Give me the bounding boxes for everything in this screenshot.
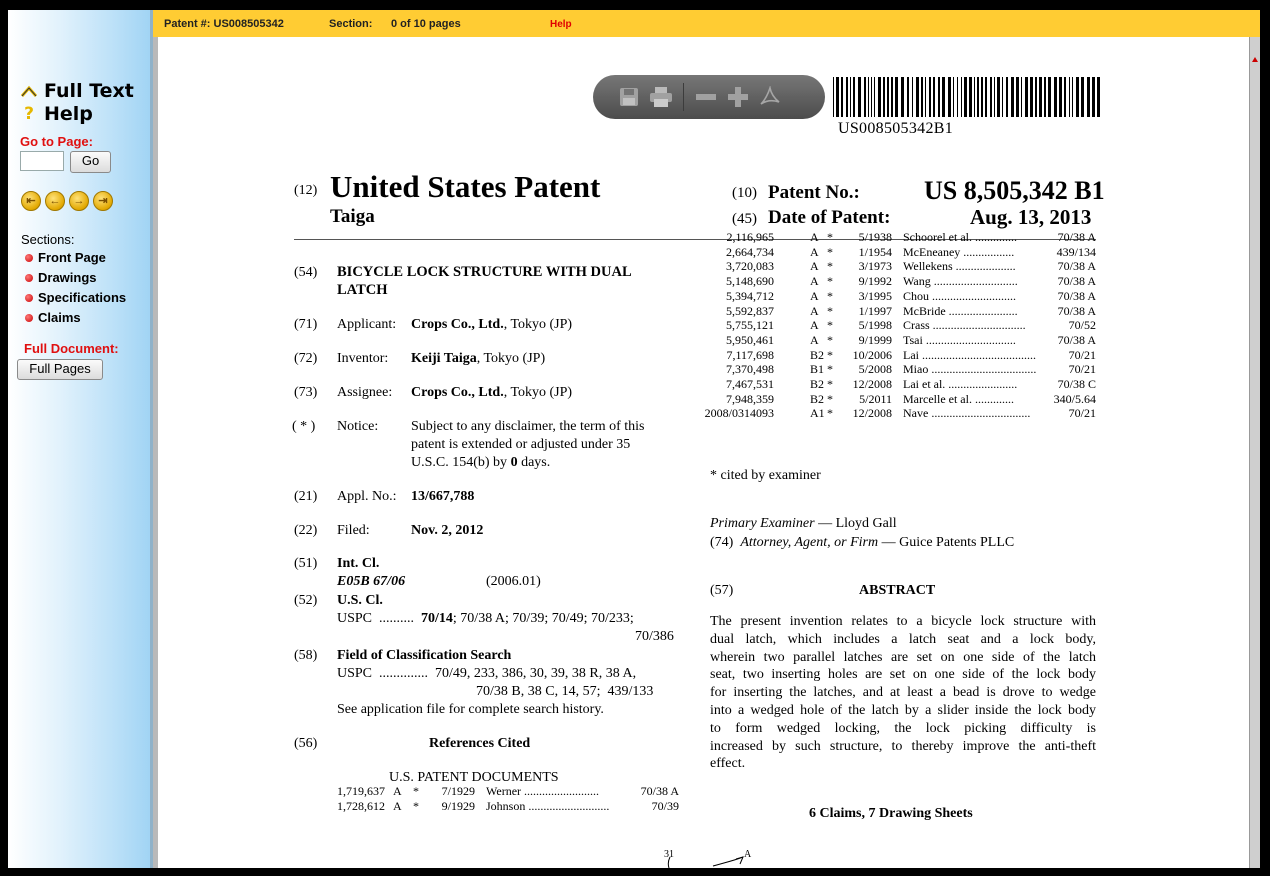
ref-star: * xyxy=(827,362,833,377)
section-value: 0 of 10 pages xyxy=(391,18,461,30)
section-link-front-page[interactable] xyxy=(25,250,106,265)
barcode-bar xyxy=(1054,77,1057,117)
barcode-bar xyxy=(907,77,909,117)
references-cited-heading: References Cited xyxy=(429,736,531,751)
ref-kind: B2 xyxy=(810,391,825,406)
ref-date: 5/1998 xyxy=(858,318,892,333)
us-patent-documents-heading: U.S. PATENT DOCUMENTS xyxy=(389,770,559,785)
claims-summary: 6 Claims, 7 Drawing Sheets xyxy=(809,806,973,821)
assignee-label: Assignee: xyxy=(337,385,393,400)
applicant-label: Applicant: xyxy=(337,317,397,332)
barcode-bar xyxy=(1044,77,1046,117)
abstract-line: The present invention relates to a bicycle lock structure with xyxy=(710,614,1096,629)
code-57: (57) xyxy=(710,583,734,598)
ref-kind: A xyxy=(810,230,819,244)
full-pages-button[interactable]: Full Pages xyxy=(17,359,103,380)
field-search-label: Field of Classification Search xyxy=(337,648,512,663)
ref-date: 3/1995 xyxy=(858,288,892,303)
patent-number: US 8,505,342 B1 xyxy=(924,176,1105,205)
ref-star: * xyxy=(413,784,419,798)
ref-number: 5,394,712 xyxy=(726,288,774,303)
patent-no-label: Patent No.: xyxy=(768,182,860,203)
barcode-bar xyxy=(1035,77,1037,117)
ref-class: 70/38 A xyxy=(1057,259,1096,274)
ref-class: 439/134 xyxy=(1056,244,1096,259)
code-21: (21) xyxy=(294,489,318,504)
ref-name: Nave ................................. xyxy=(903,406,1031,421)
code-notice: ( * ) xyxy=(292,419,316,434)
code-51: (51) xyxy=(294,556,318,571)
barcode-bar xyxy=(864,77,866,117)
ref-star: * xyxy=(827,406,833,421)
barcode-text: US008505342B1 xyxy=(838,120,954,137)
first-page-icon[interactable]: ⇤ xyxy=(21,191,41,211)
barcode-bar xyxy=(969,77,972,117)
int-cl-code: E05B 67/06 xyxy=(337,574,406,589)
barcode-bar xyxy=(846,77,848,117)
field-search-line2: 70/38 B, 38 C, 14, 57; 439/133 xyxy=(476,684,654,699)
barcode-bar xyxy=(1021,77,1022,117)
ref-number: 7,948,359 xyxy=(726,391,774,406)
ref-kind: A xyxy=(393,784,402,798)
barcode-bar xyxy=(997,77,1000,117)
barcode-bar xyxy=(1059,77,1062,117)
ref-number: 5,755,121 xyxy=(726,318,774,333)
full-document-label: Full Document: xyxy=(24,341,119,356)
code-73: (73) xyxy=(294,385,318,400)
section-link-claims[interactable] xyxy=(25,310,81,325)
barcode-bar xyxy=(871,77,872,117)
barcode-bar xyxy=(1069,77,1070,117)
primary-examiner: Primary Examiner — Lloyd Gall xyxy=(710,516,897,531)
ref-kind: A xyxy=(393,798,402,813)
barcode-bar xyxy=(1039,77,1042,117)
abstract-line: effect. xyxy=(710,756,746,772)
ref-kind: A xyxy=(810,318,819,333)
notice-line2: patent is extended or adjusted under 35 xyxy=(411,437,631,452)
barcode-bar xyxy=(1016,77,1019,117)
barcode-bar xyxy=(833,77,834,117)
barcode-bar xyxy=(850,77,851,117)
abstract-line: for inserting the latches, and at least a bead is drove to wedge xyxy=(710,685,1096,701)
barcode-bar xyxy=(948,77,951,117)
code-58: (58) xyxy=(294,648,318,663)
filed-value: Nov. 2, 2012 xyxy=(411,523,484,538)
barcode-bar xyxy=(961,77,962,117)
ref-star: * xyxy=(827,230,833,244)
up-arrow-icon xyxy=(20,80,38,102)
ref-kind: B1 xyxy=(810,362,825,377)
notice-line1: Subject to any disclaimer, the term of this xyxy=(411,419,645,434)
ref-class: 70/21 xyxy=(1068,406,1096,421)
barcode-bar xyxy=(1011,77,1014,117)
section-link-specifications[interactable] xyxy=(25,290,126,305)
us-cl-label: U.S. Cl. xyxy=(337,593,383,608)
ref-star: * xyxy=(827,244,833,259)
full-text-label: Full Text xyxy=(44,80,134,102)
ref-class: 70/38 A xyxy=(640,784,679,798)
applicant-value: Crops Co., Ltd., Tokyo (JP) xyxy=(411,317,573,332)
help-link[interactable] xyxy=(20,103,93,125)
ref-kind: A xyxy=(810,274,819,289)
prev-page-icon[interactable]: ← xyxy=(45,191,65,211)
barcode-bar xyxy=(1030,77,1033,117)
bullet-icon xyxy=(25,294,33,302)
ref-name: Crass ............................... xyxy=(903,318,1026,333)
barcode-bar xyxy=(887,77,889,117)
barcode-bar xyxy=(853,77,855,117)
barcode-bar xyxy=(981,77,983,117)
ref-name: Johnson ........................... xyxy=(486,798,610,813)
ref-number: 5,950,461 xyxy=(726,332,774,347)
ref-date: 12/2008 xyxy=(852,377,892,391)
print-icon[interactable] xyxy=(645,82,677,112)
full-text-link[interactable] xyxy=(20,80,134,102)
code-45: (45) xyxy=(732,211,757,227)
ref-number: 7,117,698 xyxy=(726,347,774,362)
notice-line3: U.S.C. 154(b) by 0 days. xyxy=(411,455,551,470)
patent-date: Aug. 13, 2013 xyxy=(970,205,1092,229)
ref-number: 7,370,498 xyxy=(726,362,774,377)
ref-number: 2008/0314093 xyxy=(704,406,774,421)
drawing-ref-a: A xyxy=(744,849,752,860)
search-history-note: See application file for complete search history. xyxy=(337,702,604,717)
section-label: Specifications xyxy=(38,290,127,305)
barcode-bar xyxy=(836,77,839,117)
ref-star: * xyxy=(827,332,833,347)
ref-date: 7/1929 xyxy=(441,784,475,798)
ref-date: 5/1938 xyxy=(858,230,892,244)
ref-name: Werner ......................... xyxy=(486,784,600,798)
ref-date: 1/1954 xyxy=(858,244,892,259)
barcode-bar xyxy=(925,77,926,117)
bullet-icon xyxy=(25,274,33,282)
ref-kind: A xyxy=(810,244,819,259)
ref-star: * xyxy=(827,391,833,406)
ref-date: 9/1929 xyxy=(441,798,475,813)
barcode-bar xyxy=(1006,77,1008,117)
barcode-bar xyxy=(1025,77,1028,117)
section-label: Section: xyxy=(329,18,373,30)
sidebar xyxy=(8,10,153,868)
vertical-scrollbar[interactable] xyxy=(1249,37,1260,868)
barcode-bar xyxy=(868,77,869,117)
help-label: Help xyxy=(44,103,93,125)
barcode-bar xyxy=(953,77,954,117)
sections-label: Sections: xyxy=(21,232,75,247)
barcode-bar xyxy=(964,77,967,117)
window xyxy=(8,10,1260,868)
section-label: Drawings xyxy=(38,270,97,285)
ref-date: 10/2006 xyxy=(852,347,892,362)
ref-class: 70/38 A xyxy=(1057,274,1096,289)
abstract-line: to form wedged locking, the lock picking difficulty is xyxy=(710,720,1096,736)
ref-number: 2,664,734 xyxy=(726,244,774,259)
ref-number: 2,116,965 xyxy=(726,230,774,244)
ref-kind: A xyxy=(810,259,819,274)
barcode-bar xyxy=(912,77,913,117)
field-search-line1: USPC .............. 70/49, 233, 386, 30, 39, 38 R, 38 A, xyxy=(337,666,637,681)
barcode-bar xyxy=(985,77,987,117)
barcode xyxy=(793,77,1123,119)
ref-name: McBride ....................... xyxy=(903,303,1018,318)
ref-class: 70/21 xyxy=(1068,347,1096,362)
ref-date: 9/1992 xyxy=(858,274,892,289)
inventor-short: Taiga xyxy=(330,206,375,227)
last-page-icon[interactable]: ⇥ xyxy=(93,191,113,211)
code-71: (71) xyxy=(294,317,318,332)
barcode-bar xyxy=(942,77,945,117)
document-viewer xyxy=(153,37,1260,868)
patent-title-heading: United States Patent xyxy=(330,169,601,204)
code-56: (56) xyxy=(294,736,318,751)
barcode-bar xyxy=(858,77,861,117)
scroll-up-icon[interactable] xyxy=(1252,57,1258,62)
barcode-bar xyxy=(921,77,923,117)
ref-name: Marcelle et al. ............. xyxy=(903,391,1014,406)
patent-number-label: Patent #: US008505342 xyxy=(164,18,284,30)
barcode-bar xyxy=(1092,77,1095,117)
abstract-line: dual latch, which includes a latch seat and a lock body, xyxy=(710,631,1096,647)
barcode-bar xyxy=(895,77,898,117)
ref-name: Miao ................................... xyxy=(903,362,1037,377)
acrobat-icon[interactable] xyxy=(754,82,786,112)
ref-kind: A xyxy=(810,303,819,318)
barcode-bar xyxy=(933,77,935,117)
ref-class: 70/52 xyxy=(1068,318,1096,333)
ref-star: * xyxy=(827,259,833,274)
section-label: Claims xyxy=(38,310,81,325)
ref-name: Wellekens .................... xyxy=(903,259,1016,274)
code-10: (10) xyxy=(732,185,757,201)
barcode-bar xyxy=(990,77,992,117)
ref-class: 70/21 xyxy=(1068,362,1096,377)
invention-title-line1: BICYCLE LOCK STRUCTURE WITH DUAL xyxy=(337,264,632,280)
ref-star: * xyxy=(827,303,833,318)
zoom-in-icon[interactable] xyxy=(722,82,754,112)
barcode-bar xyxy=(874,77,875,117)
notice-label: Notice: xyxy=(337,419,379,434)
ref-date: 5/2011 xyxy=(859,391,892,406)
question-icon: ? xyxy=(24,104,34,124)
barcode-bar xyxy=(1081,77,1084,117)
ref-number: 1,728,612 xyxy=(337,798,385,813)
code-22: (22) xyxy=(294,523,318,538)
next-page-icon[interactable]: → xyxy=(69,191,89,211)
date-of-patent-label: Date of Patent: xyxy=(768,207,891,228)
appl-no-value: 13/667,788 xyxy=(411,489,475,504)
ref-name: Wang ............................ xyxy=(903,274,1018,289)
barcode-bar xyxy=(1087,77,1090,117)
uspc-line2: 70/386 xyxy=(635,629,674,644)
barcode-bar xyxy=(974,77,975,117)
ref-number: 3,720,083 xyxy=(726,259,774,274)
ref-class: 70/39 xyxy=(651,798,679,813)
ref-name: Chou ............................ xyxy=(903,288,1017,303)
ref-class: 70/38 A xyxy=(1057,288,1096,303)
ref-kind: B2 xyxy=(810,347,825,362)
code-72: (72) xyxy=(294,351,318,366)
ref-name: Schoorel et al. .............. xyxy=(903,230,1017,244)
bullet-icon xyxy=(25,254,33,262)
goto-page-input[interactable] xyxy=(20,151,64,171)
barcode-bar xyxy=(957,77,958,117)
ref-name: Tsai .............................. xyxy=(903,332,1016,347)
ref-date: 1/1997 xyxy=(858,303,892,318)
code-52: (52) xyxy=(294,593,318,608)
ref-class: 340/5.64 xyxy=(1053,391,1096,406)
drawing-fragment xyxy=(658,853,758,868)
barcode-bar xyxy=(938,77,940,117)
attorney: (74) Attorney, Agent, or Firm — Guice Patents PLLC xyxy=(710,535,1015,550)
invention-title-line2: LATCH xyxy=(337,282,388,298)
code-54: (54) xyxy=(294,265,318,280)
appl-no-label: Appl. No.: xyxy=(337,489,397,504)
help-link[interactable]: Help xyxy=(550,19,572,30)
barcode-bar xyxy=(1072,77,1073,117)
ref-number: 5,148,690 xyxy=(726,274,774,289)
bullet-icon xyxy=(25,314,33,322)
barcode-bar xyxy=(1097,77,1100,117)
ref-star: * xyxy=(827,288,833,303)
barcode-bar xyxy=(977,77,979,117)
ref-date: 5/2008 xyxy=(858,362,892,377)
ref-class: 70/38 C xyxy=(1057,377,1096,391)
ref-kind: A xyxy=(810,288,819,303)
ref-number: 5,592,837 xyxy=(726,303,774,318)
code-12: (12) xyxy=(294,183,318,198)
ref-number: 7,467,531 xyxy=(726,377,774,391)
barcode-bar xyxy=(1048,77,1051,117)
save-icon[interactable] xyxy=(613,82,645,112)
goto-page-label: Go to Page: xyxy=(20,134,93,149)
int-cl-year: (2006.01) xyxy=(486,574,541,589)
viewer-toolbar xyxy=(593,75,825,119)
inventor-value: Keiji Taiga, Tokyo (JP) xyxy=(411,351,546,366)
filed-label: Filed: xyxy=(337,523,370,538)
ref-star: * xyxy=(827,347,833,362)
abstract-line: seat, two inserting holes are set on one side of the lock body xyxy=(710,667,1096,683)
barcode-bar xyxy=(901,77,904,117)
ref-date: 9/1999 xyxy=(858,332,892,347)
abstract-line: into a wedged hole of the latch by a slider inside the lock body xyxy=(710,703,1096,718)
abstract-line: wherein two parallel latches are set on one side of the latch xyxy=(710,649,1096,665)
barcode-bar xyxy=(916,77,919,117)
top-info-bar xyxy=(153,10,1260,37)
page-navigation xyxy=(21,191,113,211)
section-link-drawings[interactable] xyxy=(25,270,97,285)
abstract-line: increased by such structure, to thereby improve the anti-theft xyxy=(710,738,1096,754)
ref-star: * xyxy=(413,798,419,813)
ref-class: 70/38 A xyxy=(1057,303,1096,318)
section-label: Front Page xyxy=(38,250,106,265)
ref-star: * xyxy=(827,318,833,333)
barcode-bar xyxy=(994,77,995,117)
go-button[interactable]: Go xyxy=(70,151,111,173)
int-cl-label: Int. Cl. xyxy=(337,556,380,571)
uspc-line1: USPC .......... 70/14; 70/38 A; 70/39; 70/49; 70/233; xyxy=(337,611,634,626)
ref-class: 70/38 A xyxy=(1057,230,1096,244)
ref-name: Lai et al. ....................... xyxy=(903,377,1018,391)
barcode-bar xyxy=(883,77,885,117)
ref-kind: A xyxy=(810,332,819,347)
patent-page xyxy=(158,41,1249,868)
ref-number: 1,719,637 xyxy=(337,784,385,798)
barcode-bar xyxy=(878,77,881,117)
inventor-label: Inventor: xyxy=(337,351,389,366)
assignee-value: Crops Co., Ltd., Tokyo (JP) xyxy=(411,385,573,400)
barcode-bar xyxy=(1002,77,1003,117)
ref-star: * xyxy=(827,377,833,391)
cited-by-examiner-note: * cited by examiner xyxy=(710,468,821,483)
ref-name: Lai ...................................... xyxy=(903,347,1036,362)
ref-date: 3/1973 xyxy=(858,259,892,274)
ref-class: 70/38 A xyxy=(1057,332,1096,347)
barcode-bar xyxy=(929,77,931,117)
ref-star: * xyxy=(827,274,833,289)
barcode-bar xyxy=(1076,77,1079,117)
barcode-bar xyxy=(891,77,893,117)
ref-name: McEneaney ................. xyxy=(903,244,1015,259)
ref-date: 12/2008 xyxy=(852,406,892,421)
barcode-bar xyxy=(1064,77,1066,117)
ref-kind: A1 xyxy=(810,406,825,421)
abstract-heading: ABSTRACT xyxy=(859,583,936,598)
zoom-out-icon[interactable] xyxy=(690,82,722,112)
ref-kind: B2 xyxy=(810,377,825,391)
barcode-bar xyxy=(841,77,843,117)
drawing-ref-31: 31 xyxy=(664,849,674,860)
